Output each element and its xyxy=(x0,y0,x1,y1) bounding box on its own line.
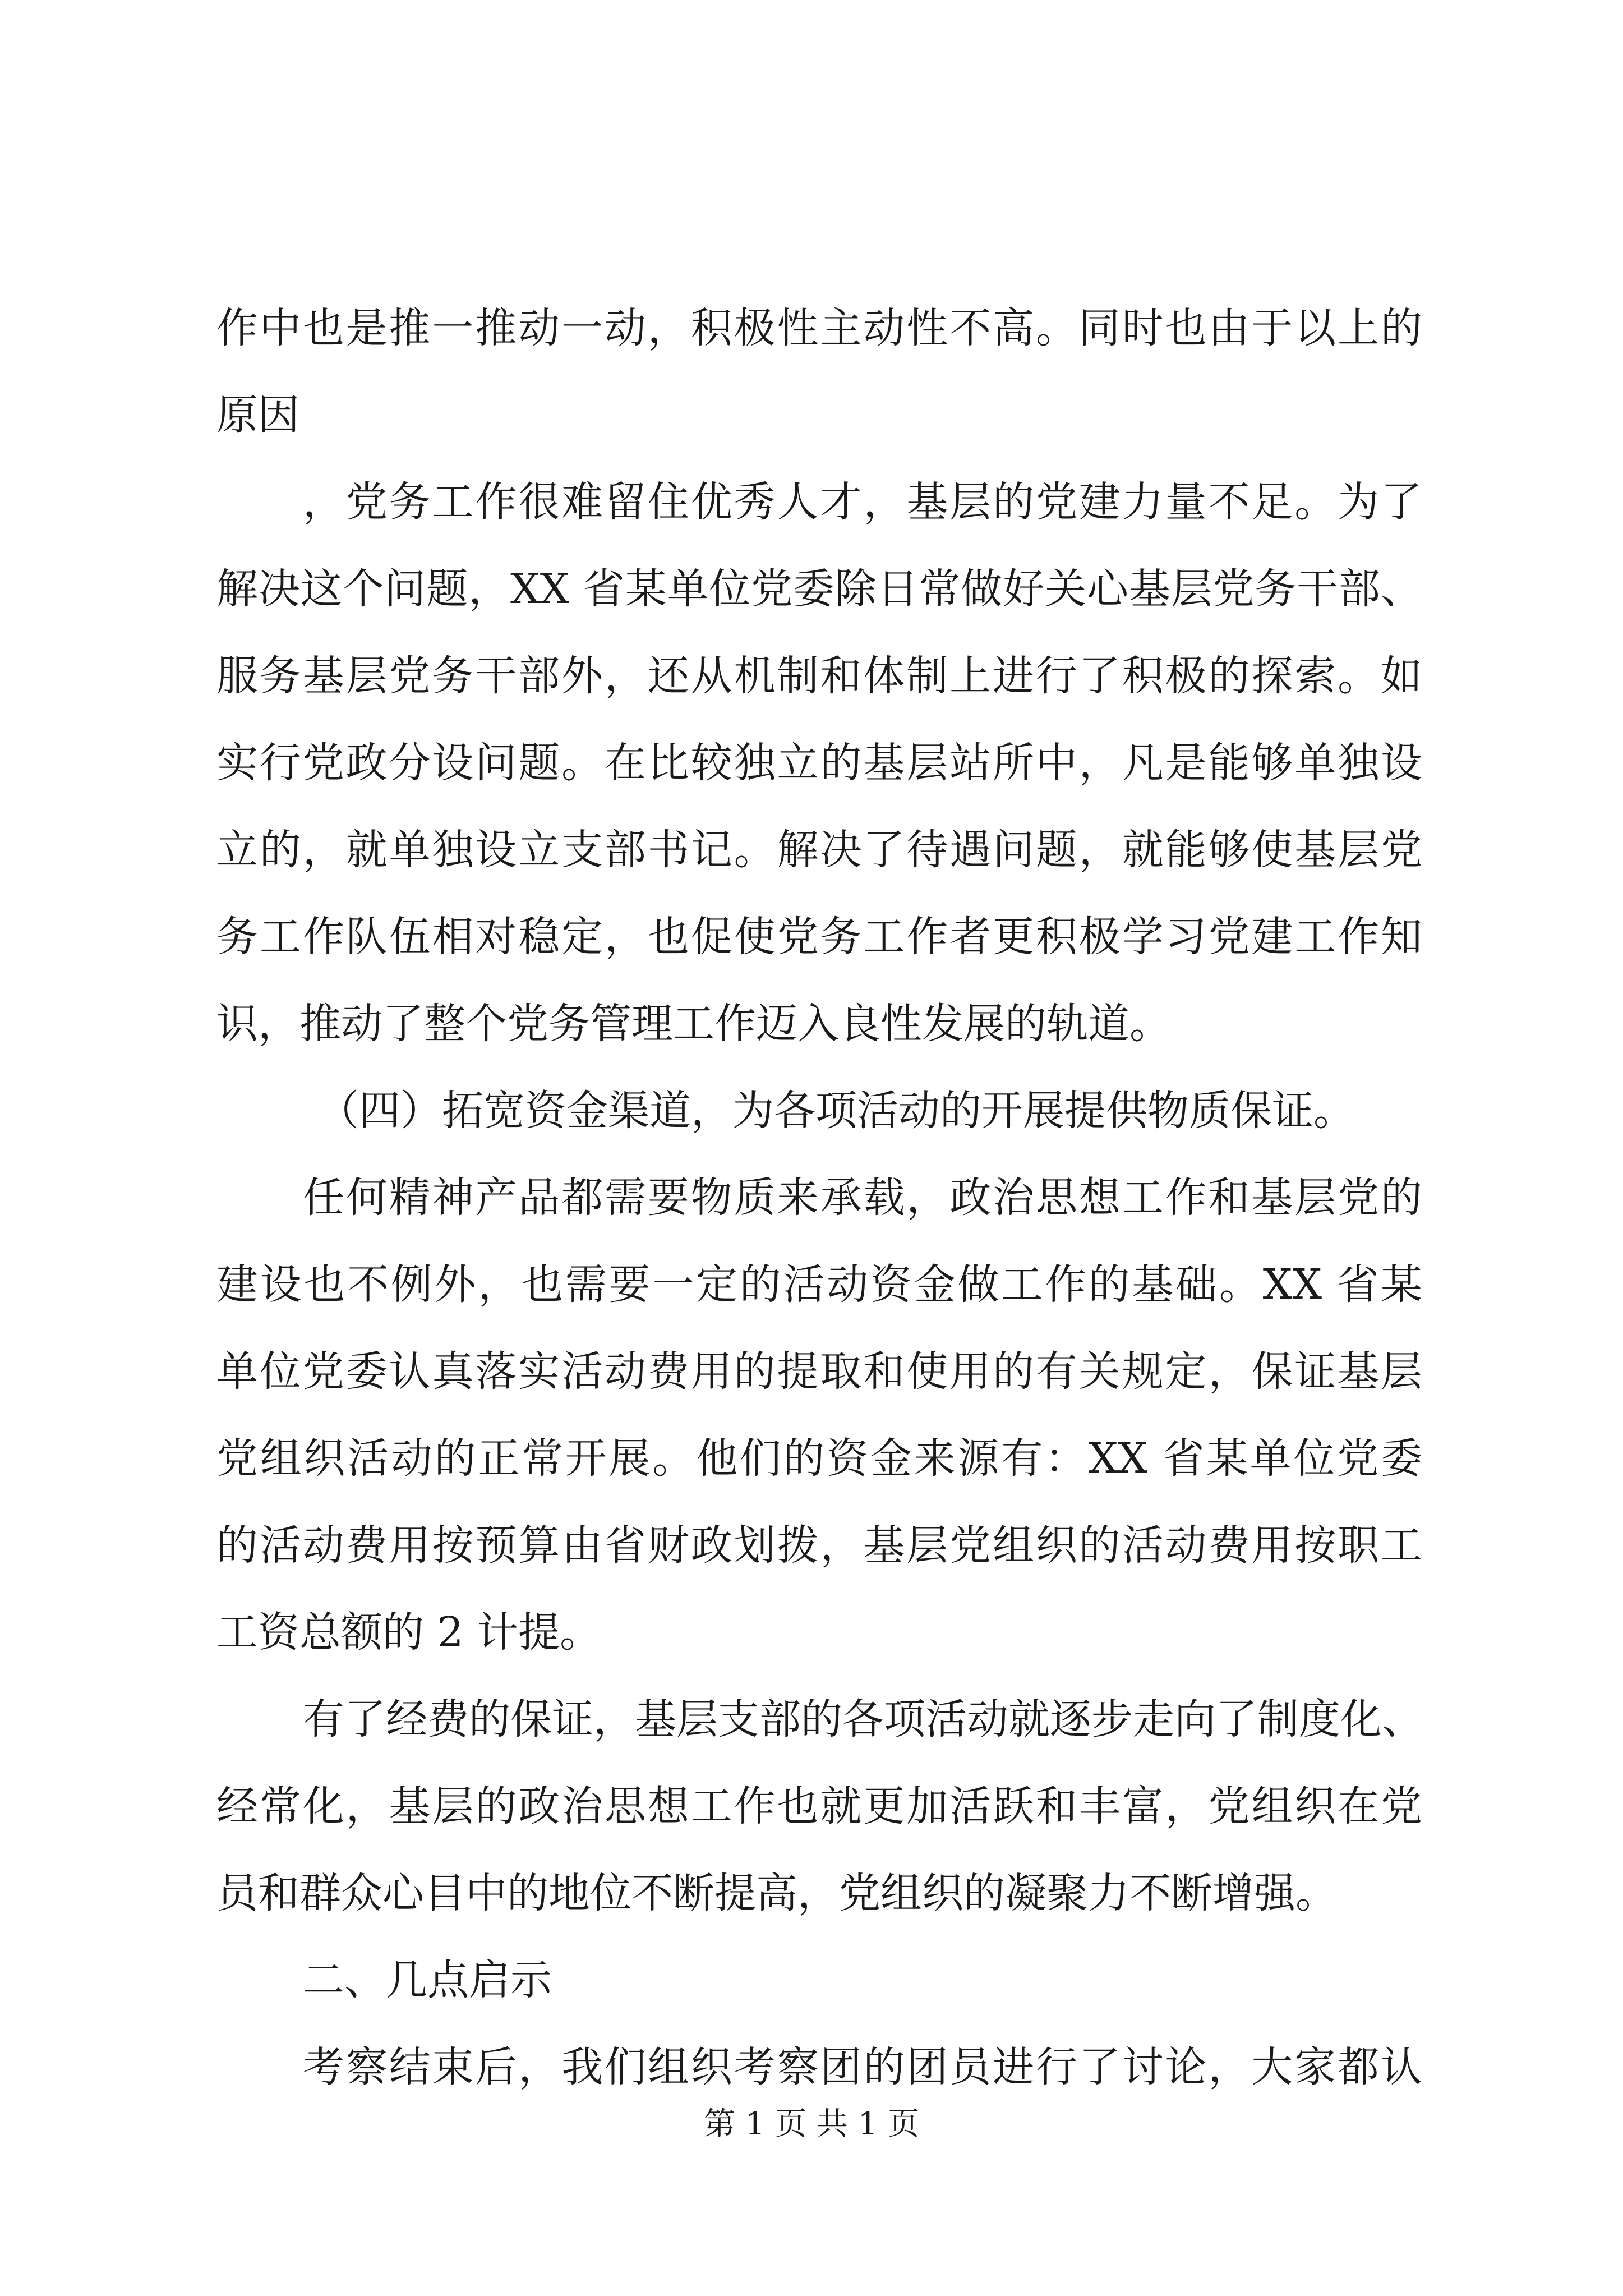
text-line: 原因 xyxy=(216,391,299,439)
section-heading: 二、几点启示 xyxy=(303,1956,552,2004)
text-line: 经常化，基层的政治思想工作也就更加活跃和丰富，党组织在党 xyxy=(216,1782,1422,1830)
page-footer: 第 1 页 共 1 页 xyxy=(703,2106,920,2142)
text-line: ，党务工作很难留住优秀人才，基层的党建力量不足。为了 xyxy=(303,478,1422,526)
text-line: 员和群众心目中的地位不断提高，党组织的凝聚力不断增强。 xyxy=(216,1869,1337,1917)
text-line: 单位党委认真落实活动费用的提取和使用的有关规定，保证基层 xyxy=(216,1347,1422,1396)
text-line: 任何精神产品都需要物质来承载，政治思想工作和基层党的 xyxy=(303,1174,1422,1222)
text-line: 务工作队伍相对稳定，也促使党务工作者更积极学习党建工作知 xyxy=(216,913,1422,961)
section-heading: （四）拓宽资金渠道，为各项活动的开展提供物质保证。 xyxy=(317,1087,1355,1135)
text-line: 解决这个问题，XX 省某单位党委除日常做好关心基层党务干部、 xyxy=(216,565,1422,613)
text-line: 建设也不例外，也需要一定的活动资金做工作的基础。XX 省某 xyxy=(216,1260,1422,1309)
text-line: 作中也是推一推动一动，积极性主动性不高。同时也由于以上的 xyxy=(216,304,1422,352)
text-line: 党组织活动的正常开展。他们的资金来源有：XX 省某单位党委 xyxy=(216,1434,1422,1483)
text-line: 识，推动了整个党务管理工作迈入良性发展的轨道。 xyxy=(216,1000,1171,1048)
text-line: 考察结束后，我们组织考察团的团员进行了讨论，大家都认 xyxy=(303,2043,1422,2091)
text-line: 的活动费用按预算由省财政划拨，基层党组织的活动费用按职工 xyxy=(216,1521,1422,1570)
text-line: 服务基层党务干部外，还从机制和体制上进行了积极的探索。如 xyxy=(216,652,1422,700)
text-line: 实行党政分设问题。在比较独立的基层站所中，凡是能够单独设 xyxy=(216,739,1422,787)
text-line: 立的，就单独设立支部书记。解决了待遇问题，就能够使基层党 xyxy=(216,826,1422,874)
text-line: 工资总额的 2 计提。 xyxy=(216,1608,602,1657)
text-line: 有了经费的保证，基层支部的各项活动就逐步走向了制度化、 xyxy=(303,1695,1423,1743)
